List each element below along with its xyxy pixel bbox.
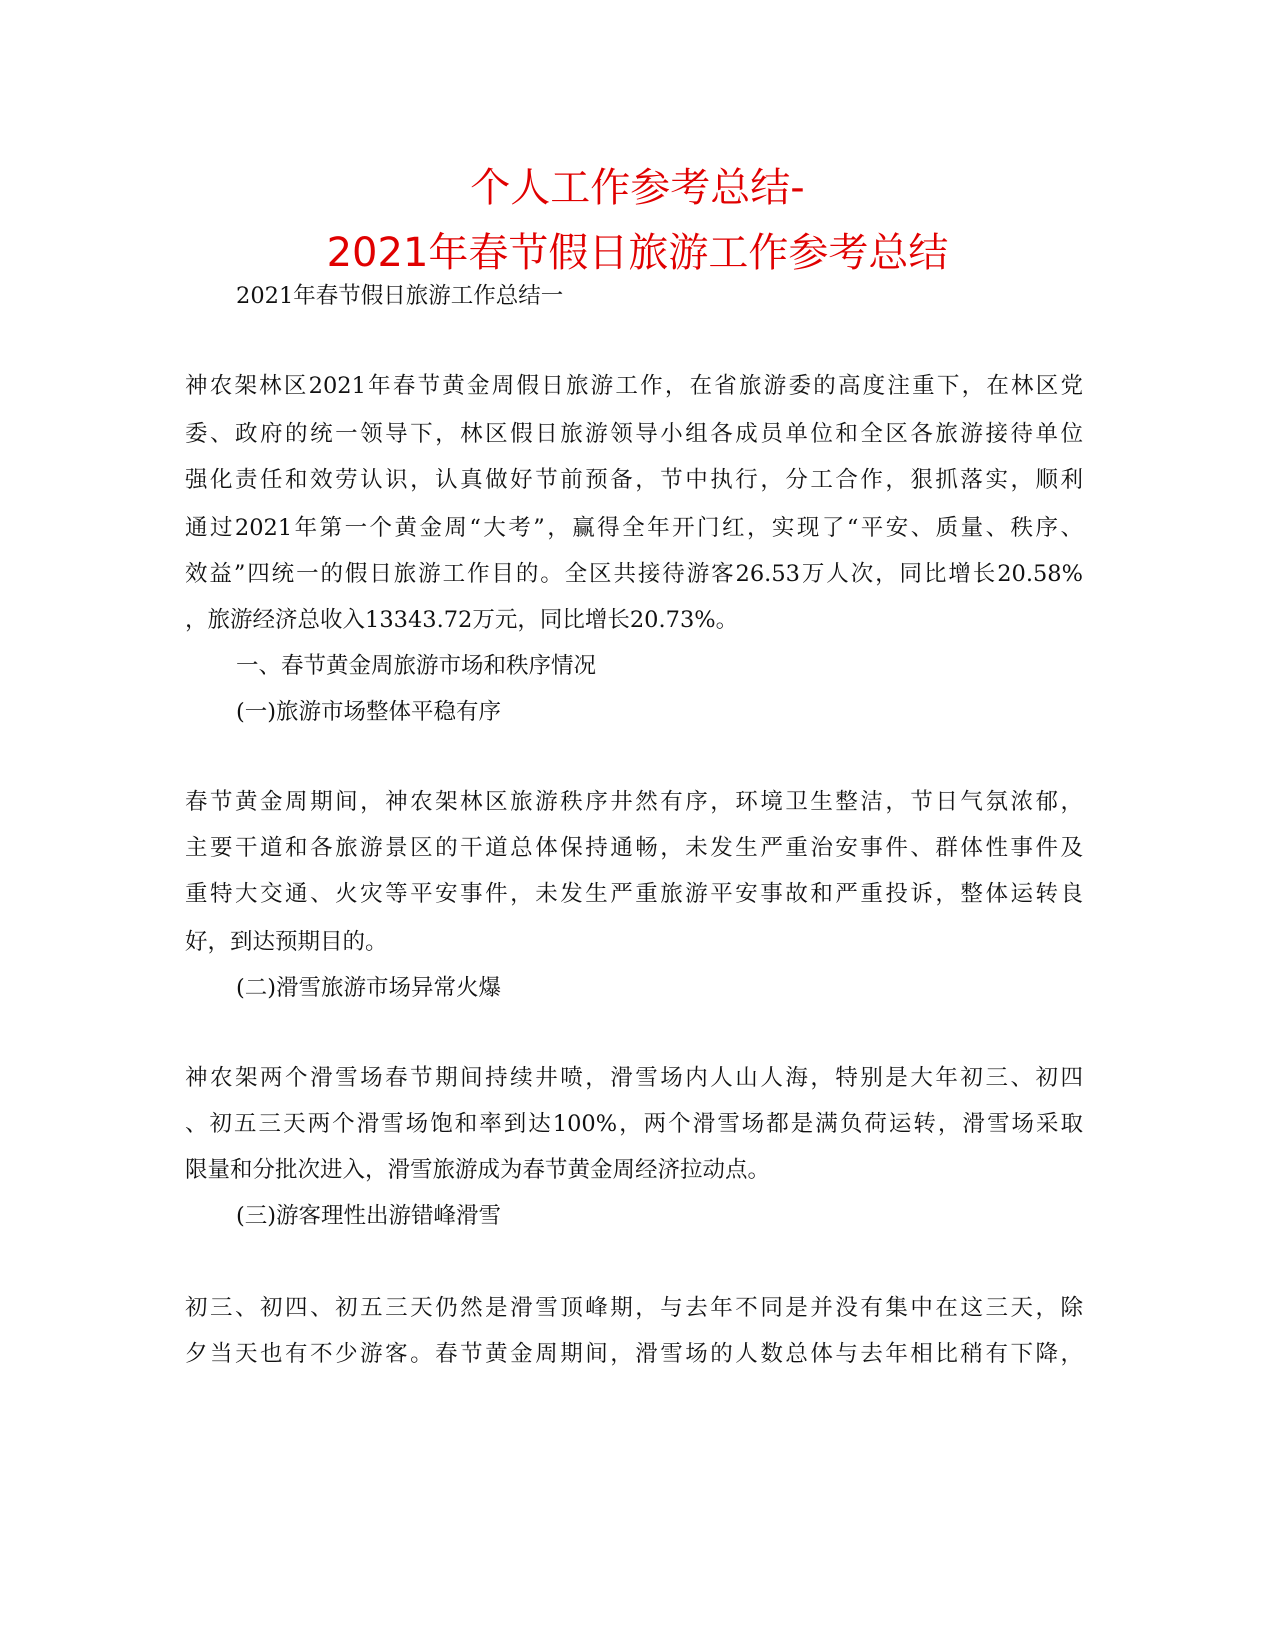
paragraph-1-line-5: 效益”四统一的假日旅游工作目的。全区共接待游客26.53万人次，同比增长20.58% [185, 561, 1083, 587]
paragraph-1-line-4: 通过2021年第一个黄金周“大考”，赢得全年开门红，实现了“平安、质量、秩序、 [185, 515, 1083, 541]
paragraph-2-line-2: 主要干道和各旅游景区的干道总体保持通畅，未发生严重治安事件、群体性事件及 [185, 835, 1083, 861]
document-title-line-2: 2021年春节假日旅游工作参考总结 [326, 230, 949, 276]
subsection-heading-1: (一)旅游市场整体平稳有序 [236, 699, 502, 725]
document-title-line-1: 个人工作参考总结- [470, 165, 805, 211]
section-heading-1: 一、春节黄金周旅游市场和秩序情况 [236, 653, 597, 679]
paragraph-2-line-1: 春节黄金周期间，神农架林区旅游秩序井然有序，环境卫生整洁，节日气氛浓郁， [185, 789, 1083, 815]
paragraph-4-line-2: 夕当天也有不少游客。春节黄金周期间，滑雪场的人数总体与去年相比稍有下降， [185, 1341, 1083, 1367]
paragraph-3-line-1: 神农架两个滑雪场春节期间持续井喷，滑雪场内人山人海，特别是大年初三、初四 [185, 1065, 1083, 1091]
paragraph-1-line-1: 神农架林区2021年春节黄金周假日旅游工作，在省旅游委的高度注重下，在林区党 [185, 373, 1083, 399]
paragraph-1-line-3: 强化责任和效劳认识，认真做好节前预备，节中执行，分工合作，狠抓落实，顺利 [185, 467, 1083, 493]
subsection-heading-3: (三)游客理性出游错峰滑雪 [236, 1203, 502, 1229]
paragraph-2-line-4: 好，到达预期目的。 [185, 929, 388, 955]
document-subtitle: 2021年春节假日旅游工作总结一 [236, 283, 564, 309]
paragraph-3-line-3: 限量和分批次进入，滑雪旅游成为春节黄金周经济拉动点。 [185, 1157, 771, 1183]
subsection-heading-2: (二)滑雪旅游市场异常火爆 [236, 975, 502, 1001]
paragraph-4-line-1: 初三、初四、初五三天仍然是滑雪顶峰期，与去年不同是并没有集中在这三天，除 [185, 1295, 1083, 1321]
paragraph-2-line-3: 重特大交通、火灾等平安事件，未发生严重旅游平安事故和严重投诉，整体运转良 [185, 881, 1083, 907]
paragraph-3-line-2: 、初五三天两个滑雪场饱和率到达100%，两个滑雪场都是满负荷运转，滑雪场采取 [185, 1111, 1083, 1137]
paragraph-1-line-2: 委、政府的统一领导下，林区假日旅游领导小组各成员单位和全区各旅游接待单位 [185, 421, 1083, 447]
paragraph-1-line-6: ，旅游经济总收入13343.72万元，同比增长20.73%。 [185, 607, 739, 633]
